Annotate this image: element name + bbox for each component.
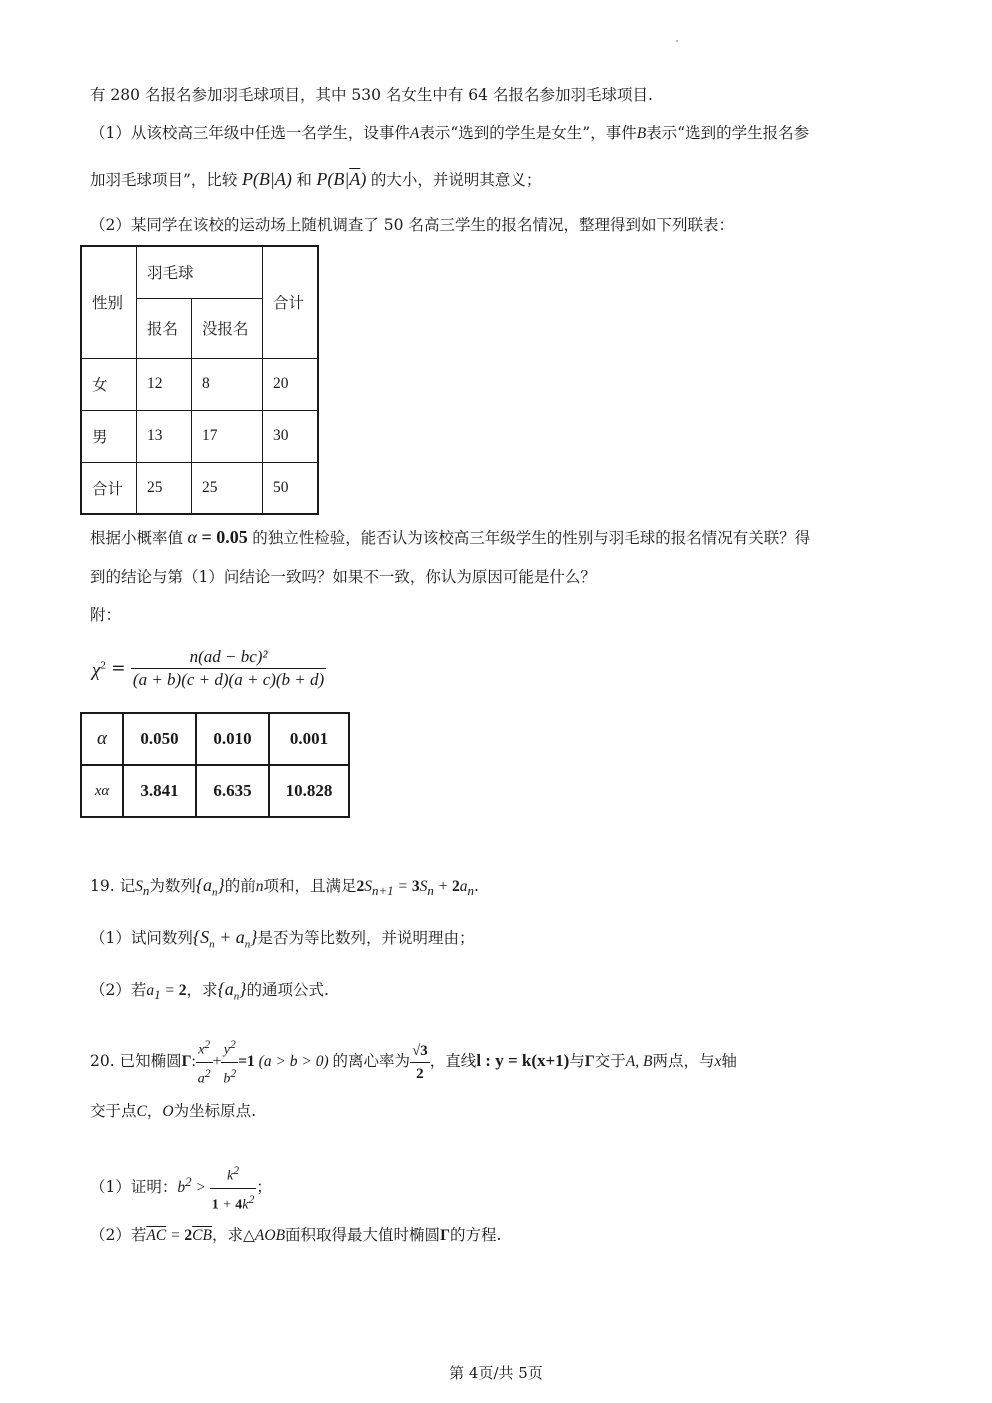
- chi-square-formula: $\chi^2$ = $\frac{\text{n(ad − bc)²}}{(a + b)(c + d)(a + c)(b + d)}$: [92, 647, 325, 689]
- alpha-value: 0.010: [196, 713, 269, 765]
- q20-stem-line2: 交于点C，O为坐标原点.: [90, 1102, 257, 1120]
- x-value: 3.841: [123, 765, 196, 817]
- x-value: 10.828: [269, 765, 349, 817]
- x-value: 6.635: [196, 765, 269, 817]
- cell-signed: 25: [137, 462, 192, 514]
- alpha-value: 0.001: [269, 713, 349, 765]
- alpha-value: 0.050: [123, 713, 196, 765]
- q19-part1: （1）试问数列$\{S_n + a_n\}$是否为等比数列，并说明理由；: [90, 927, 475, 951]
- cell-total: 50: [263, 462, 319, 514]
- row-label: 合计: [81, 462, 137, 514]
- table-row: [81, 462, 318, 514]
- q20-part1: （1）证明：$b^2$ > $\frac{k^2}{1 + 4k^2}$ ；: [90, 1160, 272, 1216]
- chi-denominator: (a + b)(c + d)(a + c)(b + d): [132, 670, 325, 689]
- q19-stem: 19. 记$S_n$为数列$\{a_n\}$的前n项和，且满足$2S_{n+1} = 3S_n + 2a_n$.: [90, 875, 479, 899]
- header-badminton: 羽毛球: [137, 246, 263, 298]
- cell-unsigned: 25: [192, 462, 263, 514]
- q18-after-line2: 到的结论与第（1）问结论一致吗？如果不一致，你认为原因可能是什么？: [90, 568, 596, 586]
- contingency-table: [80, 245, 319, 515]
- cell-unsigned: 8: [192, 358, 263, 410]
- alpha-label: α: [81, 713, 123, 765]
- cell-total: 20: [263, 358, 319, 410]
- q19-part2: （2）若$a_1 = 2$，求$\{a_n\}$的通项公式.: [90, 979, 329, 1003]
- intro-line: 有 280 名报名参加羽毛球项目，其中 530 名女生中有 64 名报名参加羽毛球项目.: [90, 86, 653, 104]
- table-row: [81, 358, 318, 410]
- critical-value-table: [80, 712, 350, 818]
- cell-unsigned: 17: [192, 410, 263, 462]
- cell-total: 30: [263, 410, 319, 462]
- cell-signed: 13: [137, 410, 192, 462]
- q18-after-line1: 根据小概率值 α = 0.05 的独立性检验，能否认为该校高三年级学生的性别与羽毛球的报名情况有关联？得: [90, 527, 811, 547]
- scan-dot: [676, 40, 678, 42]
- appendix-label: 附：: [90, 606, 122, 624]
- header-gender: 性别: [81, 246, 137, 358]
- row-label: 男: [81, 410, 137, 462]
- q18-part1-line1: （1）从该校高三年级中任选一名学生，设事件A表示“选到的学生是女生”，事件B表示“选到的学生报名参: [90, 124, 810, 142]
- header-signed: 报名: [137, 298, 192, 358]
- header-total: 合计: [263, 246, 319, 358]
- q18-part2-line: （2）某同学在该校的运动场上随机调查了 50 名高三学生的报名情况，整理得到如下列联表：: [90, 216, 734, 234]
- q18-part1-line2: 加羽毛球项目”，比较 P(B|A) 和 $P(B|\overline{A})$ 的大小，并说明其意义；: [90, 169, 542, 189]
- chi-numerator: n(ad − bc)²: [189, 647, 268, 666]
- table-row: [81, 410, 318, 462]
- q20-stem-line1: 20. 已知椭圆Γ: $\frac{x^2}{a^2}$ + $\frac{y^2}{b^2}$ =1 (a > b > 0) 的离心率为 $\frac{√3}{2}$ ，直线l : y = k(x+1)与Γ交于A, B两点，与x轴: [90, 1034, 737, 1090]
- x-alpha-label: xα: [81, 765, 123, 817]
- row-label: 女: [81, 358, 137, 410]
- page-footer: 第 4页/共 5页: [449, 1364, 543, 1382]
- cell-signed: 12: [137, 358, 192, 410]
- q20-part2: （2）若$\overline{AC} = 2\overline{CB}$，求△AOB面积取得最大值时椭圆Γ的方程.: [90, 1226, 502, 1244]
- header-unsigned: 没报名: [192, 298, 263, 358]
